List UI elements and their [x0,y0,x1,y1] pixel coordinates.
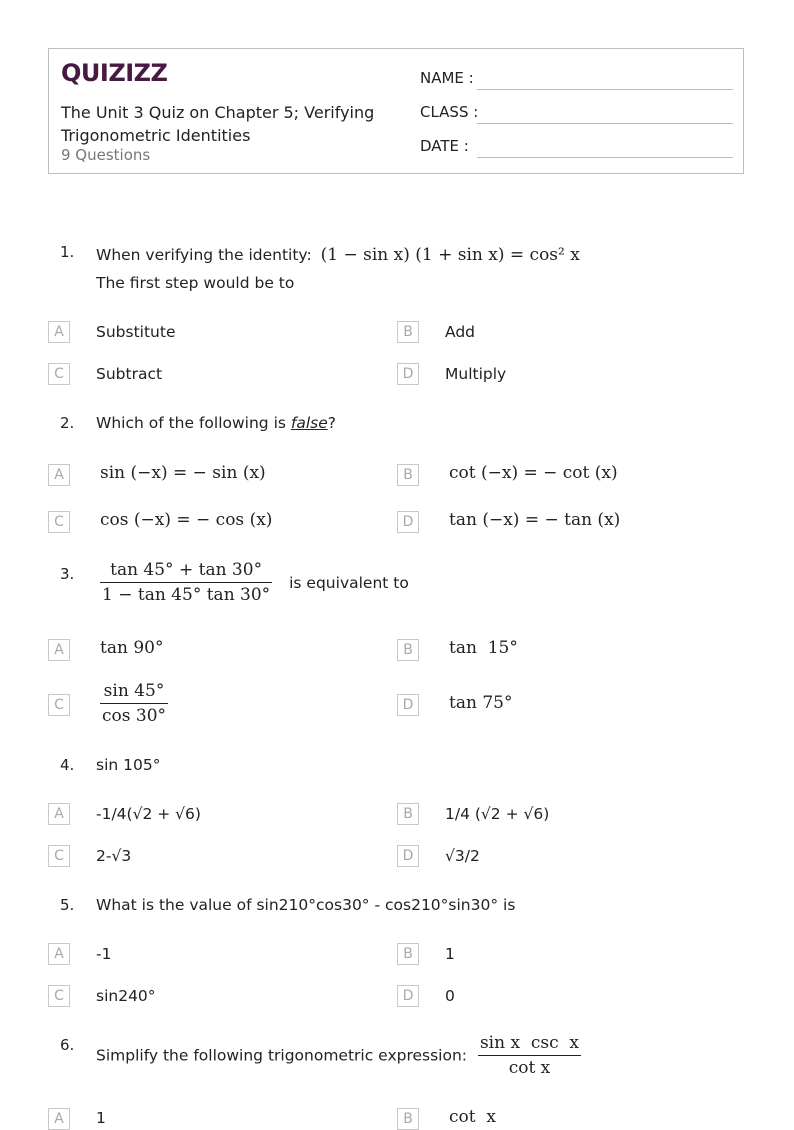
option-letter-b[interactable]: B [397,464,419,486]
option-text[interactable]: √3/2 [445,847,480,865]
question-number: 6. [60,1036,75,1054]
name-label: NAME : [420,69,474,87]
question-fraction [100,560,272,605]
option-text[interactable]: tan 90° [100,638,164,658]
option-text[interactable]: Substitute [96,323,176,341]
question-number: 2. [60,414,75,432]
option-letter-c[interactable]: C [48,363,70,385]
emphasis-false: false [290,414,328,432]
option-text[interactable]: cot (−x) = − cot (x) [449,463,618,483]
option-fraction [100,681,168,726]
question-text [96,245,580,265]
question-prompt: Which of the following is [96,414,291,432]
question-number: 5. [60,896,75,914]
option-text[interactable]: -1 [96,945,112,963]
fraction-numerator: sin 45° [100,681,168,704]
question-prompt: Simplify the following trigonometric expression: [96,1046,468,1065]
fraction-denominator: 1 − tan 45° tan 30° [102,585,271,605]
option-letter-d[interactable]: D [397,363,419,385]
option-letter-c[interactable]: C [48,694,70,716]
option-letter-d[interactable]: D [397,511,419,533]
name-field[interactable] [420,69,474,87]
question-math: (1 − sin x) (1 + sin x) = cos² x [320,245,580,265]
option-letter-b[interactable]: B [397,943,419,965]
fraction-denominator: cot x [508,1058,551,1078]
option-text[interactable]: 2-√3 [96,847,132,865]
date-line [477,157,733,158]
option-letter-b[interactable]: B [397,639,419,661]
option-text[interactable]: Subtract [96,365,163,383]
fraction-numerator: sin x csc x [478,1033,581,1056]
class-field[interactable] [420,103,478,121]
option-text[interactable]: -1/4(√2 + √6) [96,805,201,823]
question-count: 9 Questions [61,146,151,164]
option-letter-c[interactable]: C [48,511,70,533]
option-text[interactable] [100,681,168,726]
quiz-title: The Unit 3 Quiz on Chapter 5; Verifying Trigonometric Identities [61,103,375,145]
option-letter-a[interactable]: A [48,943,70,965]
option-text[interactable]: 1/4 (√2 + √6) [445,805,550,823]
option-text[interactable]: Add [445,323,476,341]
name-line [477,89,733,90]
option-text[interactable]: 1 [96,1109,106,1127]
option-letter-a[interactable]: A [48,1108,70,1130]
question-prompt: When verifying the identity: [96,246,312,264]
question-text [100,560,409,605]
question-punct: ? [327,414,336,432]
option-letter-a[interactable]: A [48,639,70,661]
option-letter-a[interactable]: A [48,803,70,825]
date-field[interactable] [420,137,469,155]
option-letter-a[interactable]: A [48,464,70,486]
question-text [96,414,336,432]
class-label: CLASS : [420,103,479,121]
option-letter-d[interactable]: D [397,985,419,1007]
question-text [96,1033,581,1078]
option-text[interactable]: tan (−x) = − tan (x) [449,510,621,530]
date-label: DATE : [420,137,469,155]
question-number: 3. [60,565,75,583]
question-text-line2: The first step would be to [96,274,295,292]
question-number: 1. [60,243,75,261]
question-text: What is the value of sin210°cos30° - cos210°sin30° is [96,896,516,914]
option-text[interactable]: sin (−x) = − sin (x) [100,463,266,483]
option-letter-d[interactable]: D [397,694,419,716]
class-line [477,123,733,124]
option-letter-c[interactable]: C [48,985,70,1007]
fraction-numerator: tan 45° + tan 30° [100,560,272,583]
option-text[interactable]: Multiply [445,365,507,383]
quizizz-logo: QUIZIZZ [61,59,168,87]
option-text[interactable]: 1 [445,945,455,963]
option-letter-a[interactable]: A [48,321,70,343]
option-text[interactable]: tan 75° [449,693,513,713]
option-text[interactable]: cos (−x) = − cos (x) [100,510,273,530]
option-letter-b[interactable]: B [397,1108,419,1130]
option-text[interactable]: sin240° [96,987,156,1005]
option-letter-b[interactable]: B [397,803,419,825]
option-letter-b[interactable]: B [397,321,419,343]
option-letter-c[interactable]: C [48,845,70,867]
question-text: sin 105° [96,756,161,774]
option-text[interactable]: tan 15° [449,638,518,658]
option-text[interactable]: 0 [445,987,455,1005]
option-letter-d[interactable]: D [397,845,419,867]
question-number: 4. [60,756,75,774]
question-fraction [478,1033,581,1078]
fraction-denominator: cos 30° [102,706,167,726]
worksheet-header [48,48,744,174]
question-prompt: is equivalent to [289,573,409,592]
option-text[interactable]: cot x [449,1107,496,1127]
